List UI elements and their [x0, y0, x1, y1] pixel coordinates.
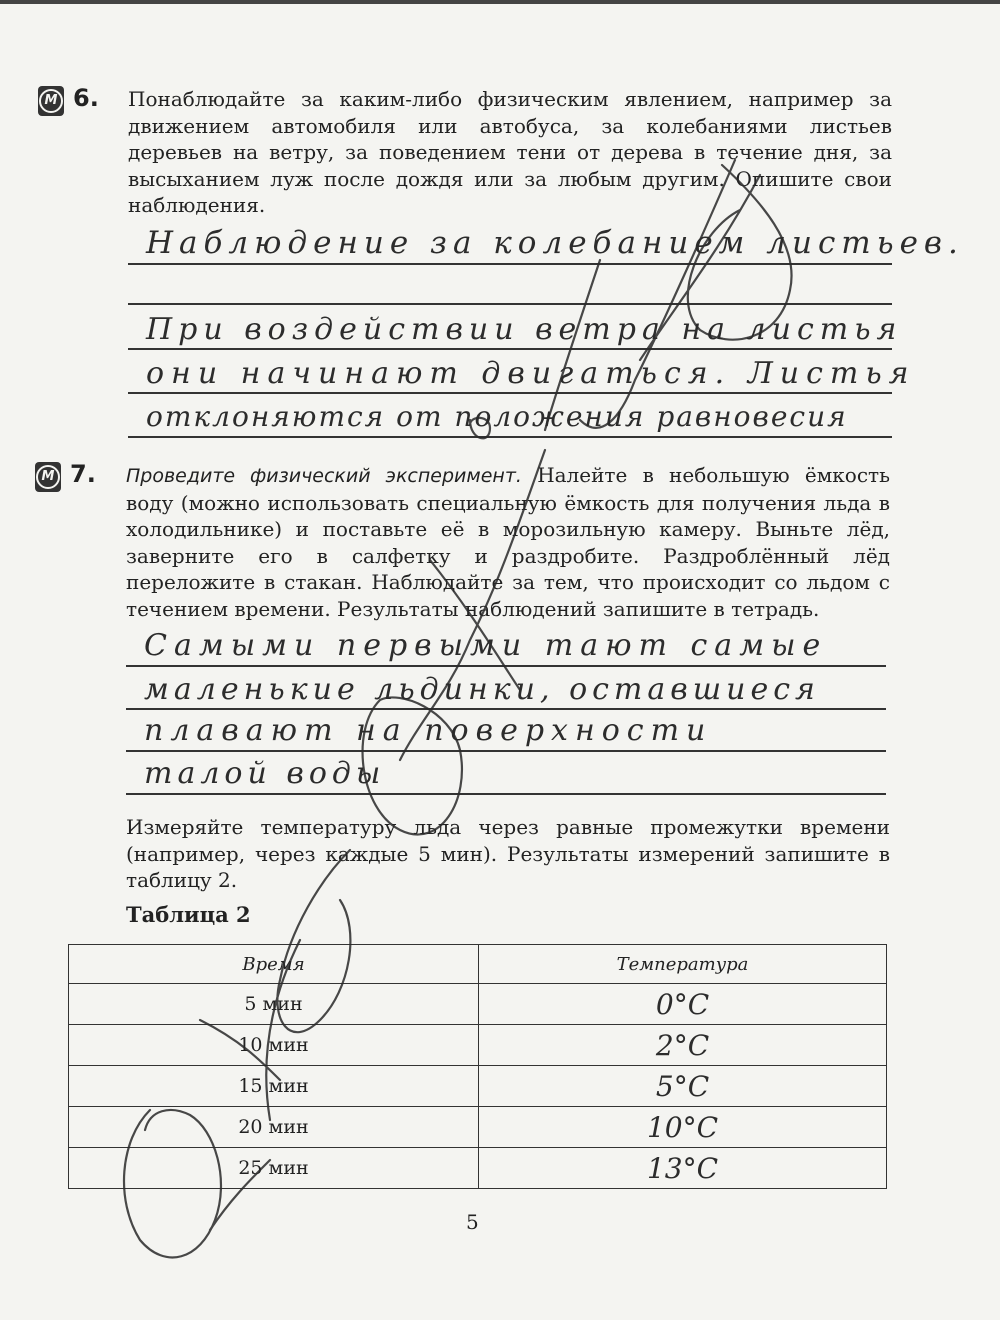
table-header-row: [69, 945, 887, 984]
task-number: 7.: [70, 460, 96, 488]
table-title: Таблица 2: [126, 902, 251, 927]
table-row: [69, 984, 887, 1025]
data-table: [68, 944, 887, 1189]
temperature-cell: 0°С: [479, 984, 887, 1025]
table-row: [69, 1107, 887, 1148]
handwritten-answer: Наблюдение за колебанием листьев.: [146, 225, 964, 261]
answer-line: [128, 348, 892, 350]
answer-line: [126, 665, 886, 667]
method-badge-icon: М: [38, 86, 64, 116]
table-row: [69, 1148, 887, 1189]
handwritten-answer: маленькие льдинки, оставшиеся: [144, 672, 820, 707]
time-cell: 25 мин: [69, 1148, 479, 1189]
handwritten-answer: они начинают двигаться. Листья: [146, 356, 916, 391]
column-header: Время: [69, 945, 479, 984]
answer-line: [128, 392, 892, 394]
temperature-cell: 2°С: [479, 1025, 887, 1066]
time-cell: 10 мин: [69, 1025, 479, 1066]
task-text: Понаблюдайте за каким-либо физическим явлением, например за движением автомобиля или автобуса, за колебаниями листьев деревьев на ветру, за поведением тени от дерева в течение дня, за высыханием луж после дождя или за любым другим. Опишите свои наблюдения.: [128, 87, 892, 218]
page-top-border: [0, 0, 1000, 4]
answer-line: [128, 436, 892, 438]
handwritten-answer: плавают на поверхности: [144, 713, 713, 748]
task-text: [126, 462, 890, 623]
time-cell: 20 мин: [69, 1107, 479, 1148]
temperature-cell: 10°С: [479, 1107, 887, 1148]
table-row: [69, 1066, 887, 1107]
answer-line: [128, 303, 892, 305]
answer-line: [126, 793, 886, 795]
task-text: Измеряйте температуру льда через равные промежутки времени (например, через каждые 5 мин). Результаты измерений запишите в таблицу 2.: [126, 815, 890, 893]
answer-line: [126, 750, 886, 752]
temperature-cell: 5°С: [479, 1066, 887, 1107]
task-body: Налейте в небольшую ёмкость воду (можно использовать специальную ёмкость для получения льда в холодильнике) и поставьте её в морозильную камеру. Выньте лёд, заверните его в салфетку и раздробите. Раздроблённый лёд переложите в стакан. Наблюдайте за тем, что происходит со льдом с течением времени. Результаты наблюдений запишите в тетрадь.: [126, 463, 891, 621]
time-cell: 15 мин: [69, 1066, 479, 1107]
time-cell: 5 мин: [69, 984, 479, 1025]
answer-line: [128, 263, 892, 265]
handwritten-answer: Самыми первыми тают самые: [144, 628, 828, 663]
method-badge-icon: М: [35, 462, 61, 492]
table-row: [69, 1025, 887, 1066]
page-number: 5: [466, 1210, 479, 1234]
handwritten-answer: талой воды: [144, 756, 386, 791]
handwritten-answer: При воздействии ветра на листья: [146, 312, 903, 347]
task-lead: Проведите физический эксперимент.: [126, 465, 522, 487]
handwritten-answer: отклоняются от положения равновесия: [146, 400, 848, 433]
temperature-cell: 13°С: [479, 1148, 887, 1189]
task-number: 6.: [73, 84, 99, 112]
answer-line: [126, 708, 886, 710]
column-header: Температура: [479, 945, 887, 984]
